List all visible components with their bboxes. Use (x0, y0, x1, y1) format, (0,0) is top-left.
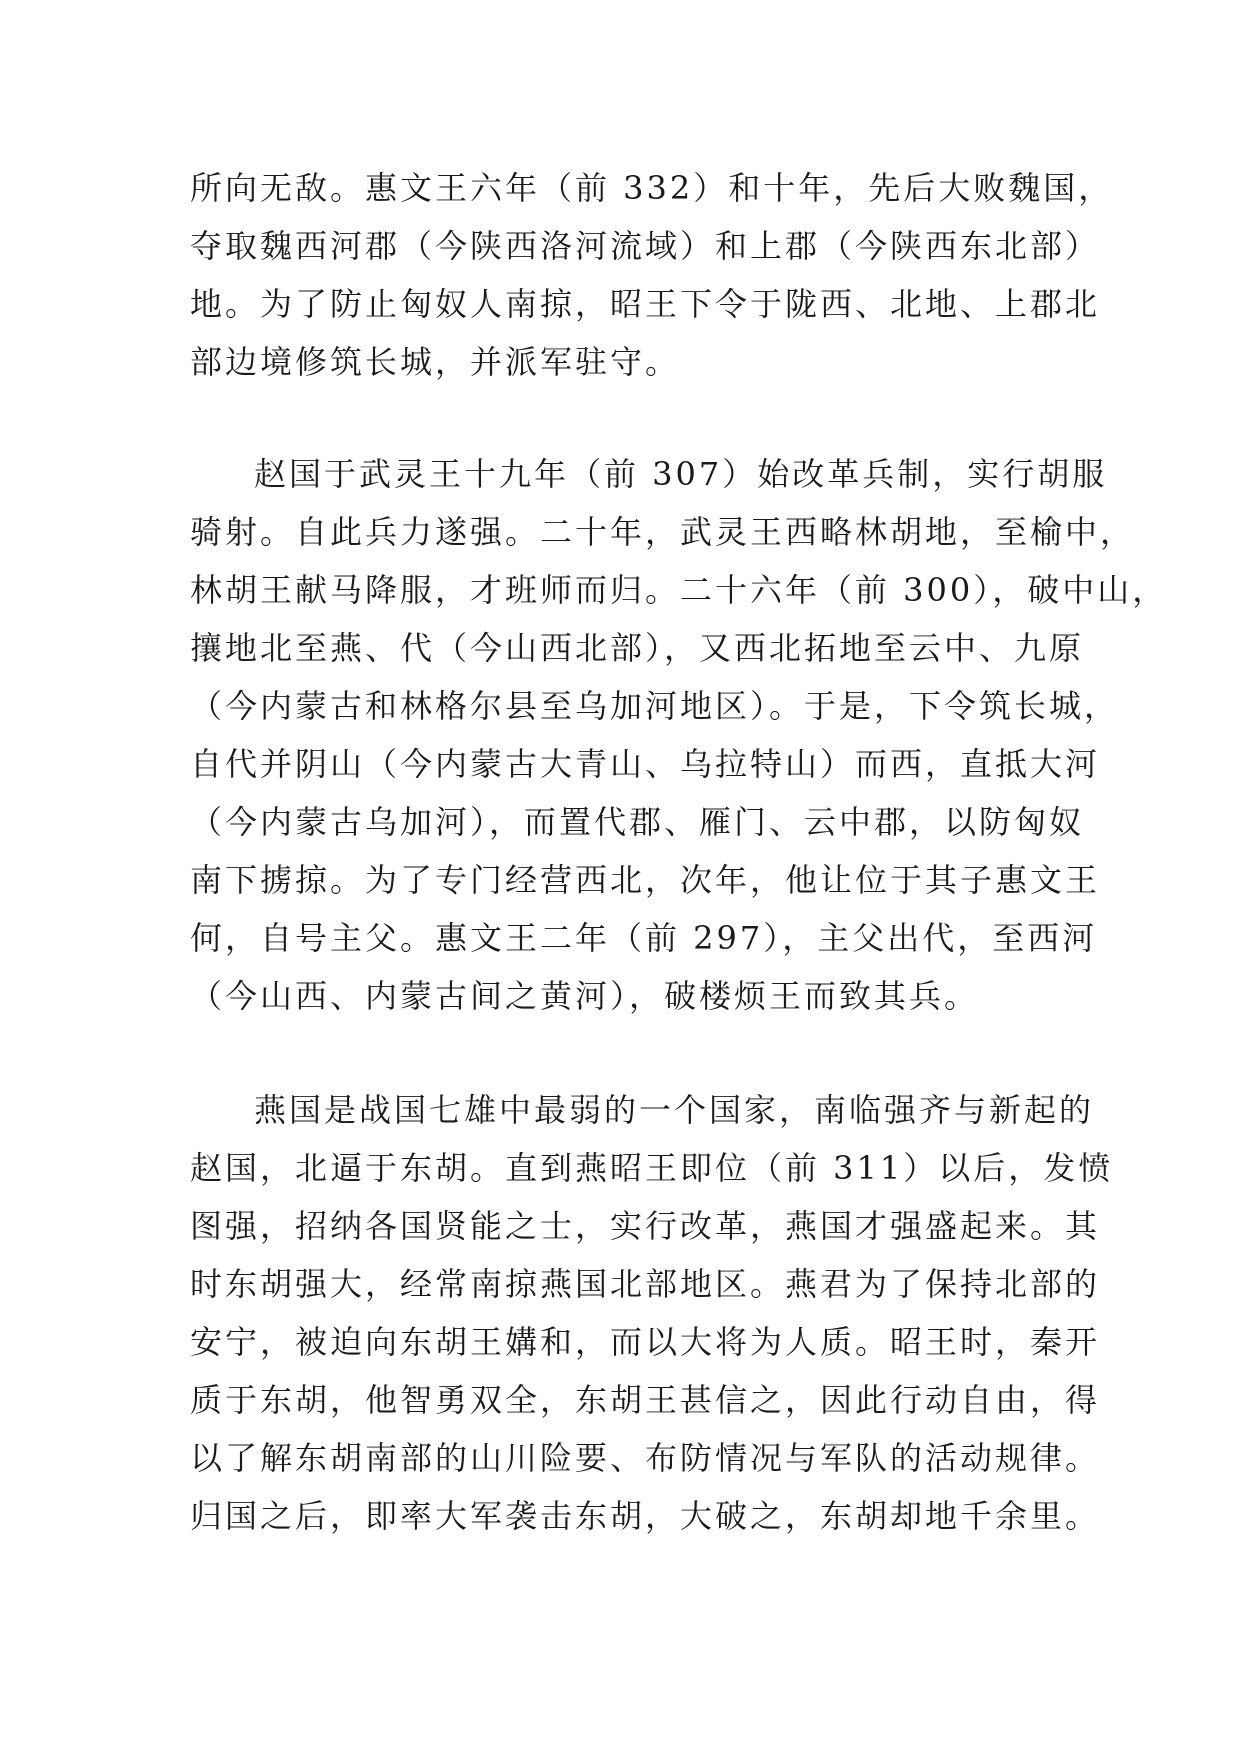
text-line: 燕国是战国七雄中最弱的一个国家，南临强齐与新起的 (254, 1091, 1095, 1129)
text-line: 以了解东胡南部的山川险要、布防情况与军队的活动规律。 (190, 1439, 1101, 1477)
text-line: 时东胡强大，经常南掠燕国北部地区。燕君为了保持北部的 (190, 1265, 1101, 1303)
text-line: （今内蒙古乌加河），而置代郡、雁门、云中郡，以防匈奴 (190, 803, 1085, 841)
text-line: 安宁，被迫向东胡王媾和，而以大将为人质。昭王时，秦开 (190, 1323, 1101, 1361)
text-line: 质于东胡，他智勇双全，东胡王甚信之，因此行动自由，得 (190, 1381, 1101, 1419)
text-line: 自代并阴山（今内蒙古大青山、乌拉特山）而西，直抵大河 (190, 745, 1101, 783)
paragraph-yan (190, 1081, 1114, 1545)
text-line: 归国之后，即率大军袭击东胡，大破之，东胡却地千余里。 (190, 1497, 1101, 1535)
text-line: 赵国于武灵王十九年（前 307）始改革兵制，实行胡服 (254, 455, 1108, 493)
text-line: 图强，招纳各国贤能之士，实行改革，燕国才强盛起来。其 (190, 1207, 1101, 1245)
text-line: 部边境修筑长城，并派军驻守。 (190, 343, 681, 381)
text-line: 夺取魏西河郡（今陕西洛河流域）和上郡（今陕西东北部） (190, 227, 1101, 265)
text-line: 何，自号主父。惠文王二年（前 297），主父出代，至西河 (190, 919, 1098, 957)
text-line: 骑射。自此兵力遂强。二十年，武灵王西略林胡地，至榆中， (190, 513, 1136, 551)
text-line: 所向无敌。惠文王六年（前 332）和十年，先后大败魏国， (190, 169, 1114, 207)
paragraph-zhao (190, 445, 1168, 1025)
text-line: 攘地北至燕、代（今山西北部），又西北拓地至云中、九原 (190, 629, 1085, 667)
text-line: 林胡王献马降服，才班师而归。二十六年（前 300），破中山， (190, 571, 1168, 609)
text-line: （今内蒙古和林格尔县至乌加河地区）。于是，下令筑长城， (190, 687, 1120, 725)
text-line: 南下掳掠。为了专门经营西北，次年，他让位于其子惠文王 (190, 861, 1101, 899)
text-line: （今山西、内蒙古间之黄河），破楼烦王而致其兵。 (190, 977, 980, 1015)
text-line: 地。为了防止匈奴人南掠，昭王下令于陇西、北地、上郡北 (190, 285, 1101, 323)
text-line: 赵国，北逼于东胡。直到燕昭王即位（前 311）以后，发愤 (190, 1149, 1114, 1187)
paragraph-qin (190, 159, 1114, 391)
